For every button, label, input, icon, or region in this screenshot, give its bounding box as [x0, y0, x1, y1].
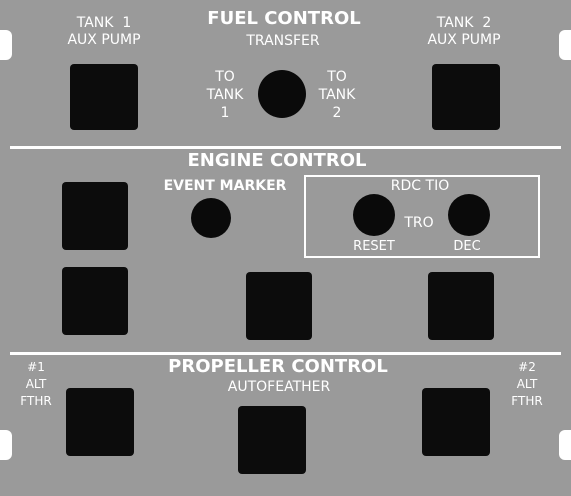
- tro-label: TRO: [404, 215, 434, 231]
- tank1-aux-pump-button[interactable]: [70, 64, 138, 130]
- fuel-engine-divider: [10, 146, 561, 149]
- tank2-aux-pump-label-line1: TANK 2: [436, 15, 492, 31]
- autofeather-label: AUTOFEATHER: [227, 379, 331, 395]
- alt2-fthr-label-line1: #2: [518, 360, 536, 374]
- engine-left-upper-button[interactable]: [62, 182, 128, 250]
- propeller-control-title: PROPELLER CONTROL: [168, 356, 388, 377]
- engine-control-title: ENGINE CONTROL: [187, 150, 367, 171]
- fuel-control-title: FUEL CONTROL: [207, 8, 361, 29]
- panel-notch-top-left: [0, 30, 12, 60]
- to-tank1-label-line2: TANK: [206, 87, 244, 103]
- engine-right-button[interactable]: [428, 272, 494, 340]
- engine-left-lower-button[interactable]: [62, 267, 128, 335]
- alt2-fthr-label-line3: FTHR: [511, 394, 543, 408]
- panel-notch-bottom-right: [559, 430, 571, 460]
- reset-label: RESET: [353, 239, 395, 254]
- dec-label: DEC: [453, 239, 481, 254]
- tank1-aux-pump-label-line1: TANK 1: [76, 15, 132, 31]
- engine-center-button[interactable]: [246, 272, 312, 340]
- to-tank2-label-line2: TANK: [318, 87, 356, 103]
- tro-dec-button[interactable]: [448, 194, 490, 236]
- tank2-aux-pump-label-line2: AUX PUMP: [427, 32, 501, 48]
- rdc-tio-label: RDC TIO: [390, 178, 450, 194]
- alt1-fthr-label-line2: ALT: [25, 377, 47, 391]
- to-tank1-label-line1: TO: [215, 69, 235, 85]
- panel-notch-top-right: [559, 30, 571, 60]
- fuel-transfer-knob[interactable]: [258, 70, 306, 118]
- tank2-aux-pump-button[interactable]: [432, 64, 500, 130]
- autofeather-button[interactable]: [238, 406, 306, 474]
- alt1-fthr-label-line1: #1: [27, 360, 45, 374]
- alt2-fthr-button[interactable]: [422, 388, 490, 456]
- tank1-aux-pump-label-line2: AUX PUMP: [67, 32, 141, 48]
- event-marker-label: EVENT MARKER: [163, 178, 287, 194]
- alt1-fthr-label-line3: FTHR: [20, 394, 52, 408]
- engine-propeller-divider: [10, 352, 561, 355]
- alt2-fthr-label-line2: ALT: [516, 377, 538, 391]
- to-tank2-label-line3: 2: [332, 105, 342, 121]
- to-tank1-label-line3: 1: [220, 105, 230, 121]
- panel-notch-bottom-left: [0, 430, 12, 460]
- tro-reset-button[interactable]: [353, 194, 395, 236]
- to-tank2-label-line1: TO: [327, 69, 347, 85]
- alt1-fthr-button[interactable]: [66, 388, 134, 456]
- transfer-label: TRANSFER: [246, 33, 320, 49]
- event-marker-button[interactable]: [191, 198, 231, 238]
